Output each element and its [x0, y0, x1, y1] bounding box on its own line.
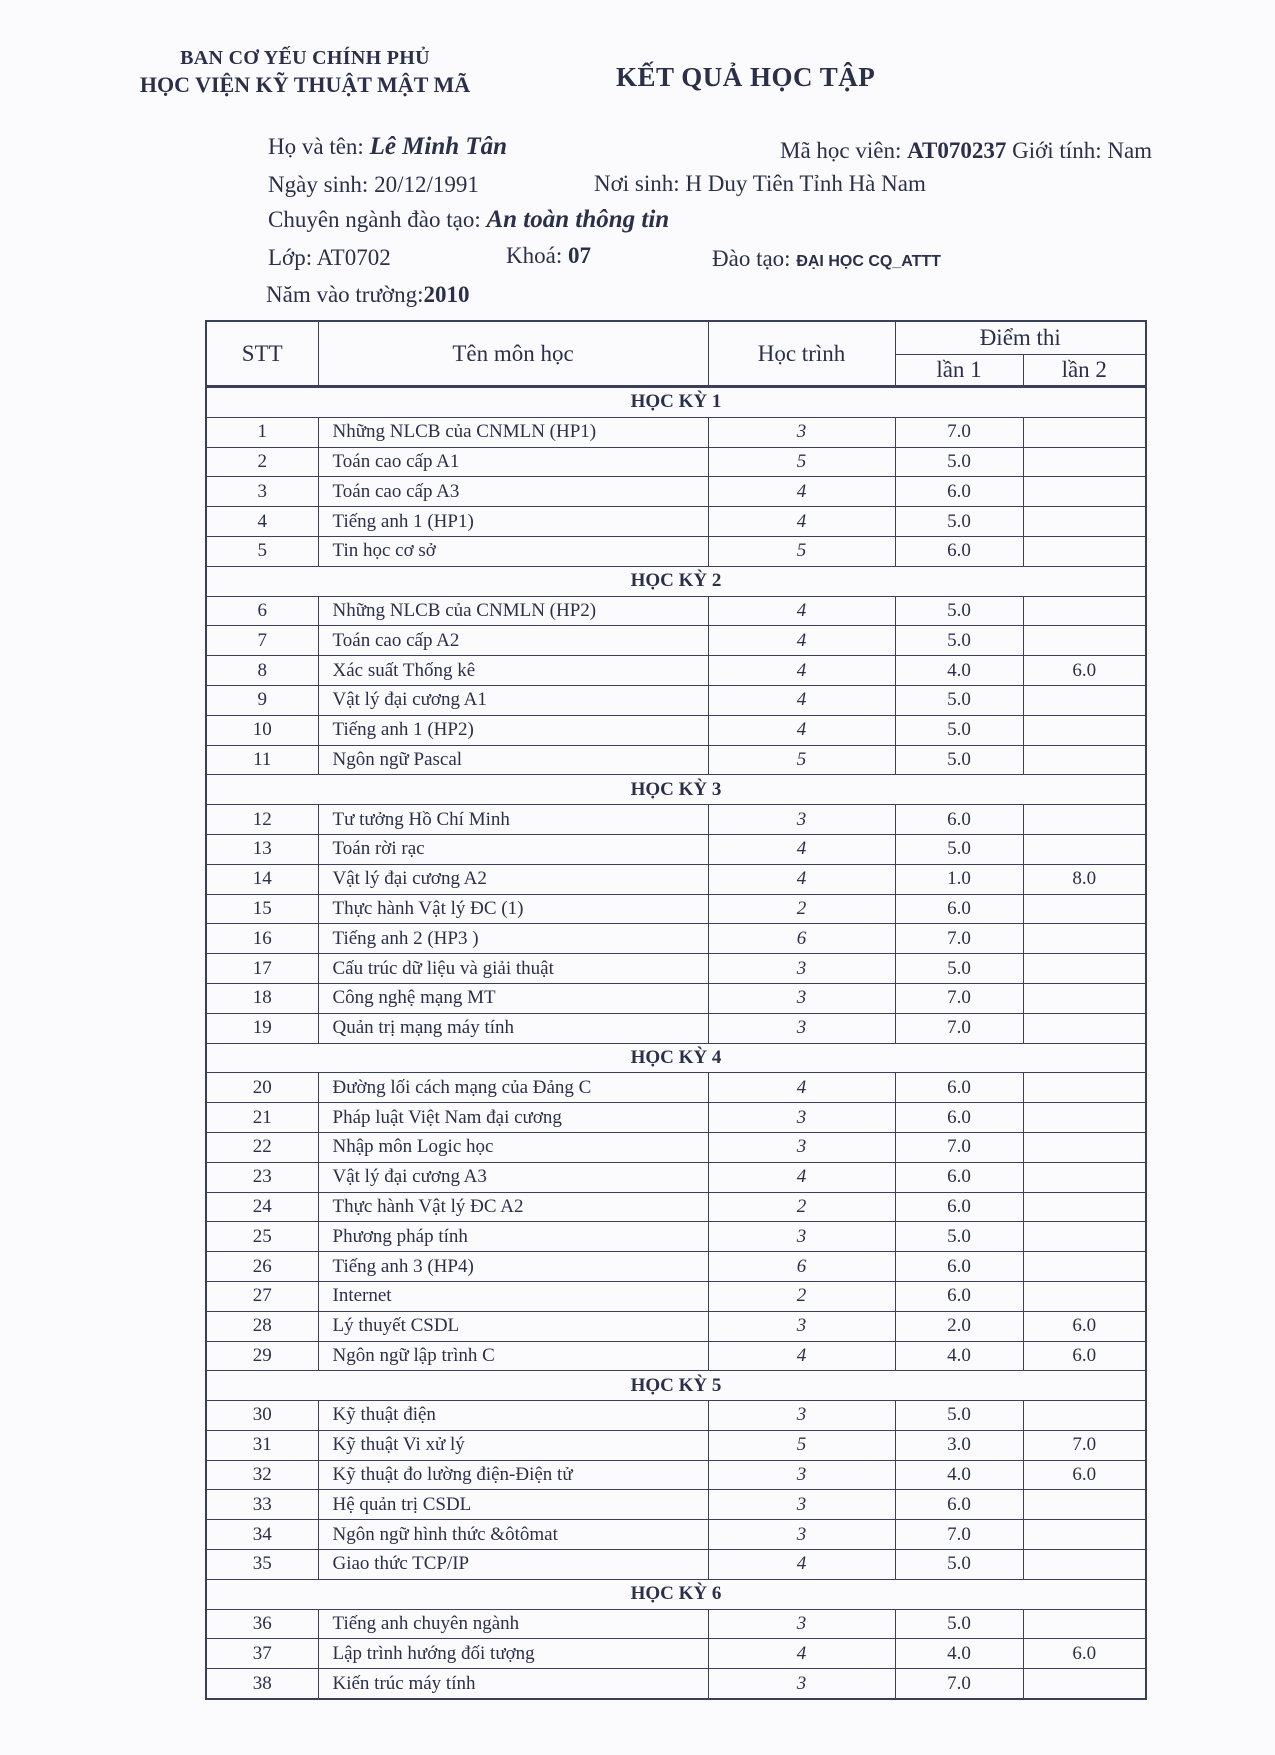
row-credits: 2 [708, 1192, 895, 1222]
row-subject: Những NLCB của CNMLN (HP2) [318, 596, 708, 626]
row-credits: 3 [708, 1103, 895, 1133]
row-subject: Tiếng anh 2 (HP3 ) [318, 924, 708, 954]
organization-header [105, 47, 505, 98]
row-score-2 [1023, 1013, 1146, 1043]
row-subject: Đường lối cách mạng của Đảng C [318, 1073, 708, 1103]
row-score-1: 4.0 [895, 656, 1023, 686]
score-header: Điểm thi [895, 321, 1146, 355]
student-dob: 20/12/1991 [374, 172, 479, 197]
row-score-1: 2.0 [895, 1311, 1023, 1341]
row-stt: 5 [206, 536, 318, 566]
row-score-2 [1023, 477, 1146, 507]
row-score-2 [1023, 507, 1146, 537]
table-row [206, 805, 1146, 835]
row-credits: 2 [708, 894, 895, 924]
table-row [206, 864, 1146, 894]
table-row [206, 477, 1146, 507]
row-score-2 [1023, 894, 1146, 924]
row-subject: Công nghệ mạng MT [318, 983, 708, 1013]
student-pob: H Duy Tiên Tỉnh Hà Nam [685, 171, 926, 196]
row-score-2 [1023, 1490, 1146, 1520]
entry-year-line [266, 282, 470, 308]
row-stt: 20 [206, 1073, 318, 1103]
student-name: Lê Minh Tân [369, 133, 508, 160]
row-credits: 3 [708, 1490, 895, 1520]
table-row [206, 1311, 1146, 1341]
row-score-2: 6.0 [1023, 1460, 1146, 1490]
row-score-2: 8.0 [1023, 864, 1146, 894]
row-subject: Tiếng anh 1 (HP1) [318, 507, 708, 537]
row-score-1: 6.0 [895, 1281, 1023, 1311]
row-credits: 4 [708, 834, 895, 864]
semester-title: HỌC KỲ 6 [206, 1579, 1146, 1609]
row-subject: Lý thuyết CSDL [318, 1311, 708, 1341]
table-row [206, 954, 1146, 984]
row-score-1: 6.0 [895, 894, 1023, 924]
semester-title: HỌC KỲ 3 [206, 775, 1146, 805]
row-score-1: 4.0 [895, 1639, 1023, 1669]
row-credits: 4 [708, 715, 895, 745]
row-credits: 3 [708, 954, 895, 984]
row-score-2 [1023, 417, 1146, 447]
row-score-2 [1023, 1252, 1146, 1282]
row-credits: 3 [708, 1401, 895, 1431]
row-stt: 23 [206, 1162, 318, 1192]
row-credits: 5 [708, 1430, 895, 1460]
row-subject: Nhập môn Logic học [318, 1132, 708, 1162]
row-credits: 6 [708, 1252, 895, 1282]
row-subject: Tiếng anh 1 (HP2) [318, 715, 708, 745]
student-major: An toàn thông tin [486, 206, 670, 233]
class-line [268, 245, 391, 271]
row-subject: Tiếng anh chuyên ngành [318, 1609, 708, 1639]
row-subject: Lập trình hướng đối tượng [318, 1639, 708, 1669]
semester-heading-row [206, 566, 1146, 596]
semester-title: HỌC KỲ 4 [206, 1043, 1146, 1073]
row-score-2 [1023, 1401, 1146, 1431]
row-score-1: 6.0 [895, 1192, 1023, 1222]
row-credits: 3 [708, 805, 895, 835]
row-subject: Toán rời rạc [318, 834, 708, 864]
row-score-2 [1023, 1281, 1146, 1311]
row-credits: 3 [708, 417, 895, 447]
row-subject: Cấu trúc dữ liệu và giải thuật [318, 954, 708, 984]
row-stt: 24 [206, 1192, 318, 1222]
grades-table-body [206, 387, 1146, 1700]
row-stt: 38 [206, 1669, 318, 1699]
row-stt: 16 [206, 924, 318, 954]
row-stt: 14 [206, 864, 318, 894]
row-stt: 1 [206, 417, 318, 447]
semester-heading-row [206, 1579, 1146, 1609]
row-score-1: 5.0 [895, 1222, 1023, 1252]
row-score-1: 6.0 [895, 1162, 1023, 1192]
row-score-2 [1023, 1132, 1146, 1162]
row-credits: 4 [708, 1162, 895, 1192]
row-score-1: 6.0 [895, 1073, 1023, 1103]
row-credits: 3 [708, 1132, 895, 1162]
row-credits: 4 [708, 626, 895, 656]
row-subject: Hệ quản trị CSDL [318, 1490, 708, 1520]
table-row [206, 745, 1146, 775]
row-subject: Ngôn ngữ Pascal [318, 745, 708, 775]
row-score-1: 6.0 [895, 805, 1023, 835]
attempt2-header: lần 2 [1023, 355, 1146, 387]
table-row [206, 1013, 1146, 1043]
row-credits: 3 [708, 983, 895, 1013]
row-score-1: 5.0 [895, 507, 1023, 537]
document-title: KẾT QUẢ HỌC TẬP [616, 62, 876, 92]
row-score-2 [1023, 1073, 1146, 1103]
row-score-1: 5.0 [895, 715, 1023, 745]
class-label: Lớp: [268, 245, 313, 270]
semester-heading-row [206, 1371, 1146, 1401]
student-id-line [780, 138, 1152, 164]
table-row [206, 1520, 1146, 1550]
row-stt: 4 [206, 507, 318, 537]
semester-title: HỌC KỲ 1 [206, 387, 1146, 418]
row-score-1: 7.0 [895, 1132, 1023, 1162]
program-line [712, 246, 941, 272]
row-score-1: 7.0 [895, 1013, 1023, 1043]
row-subject: Vật lý đại cương A1 [318, 685, 708, 715]
row-score-2 [1023, 805, 1146, 835]
row-score-2 [1023, 626, 1146, 656]
credits-header: Học trình [708, 321, 895, 387]
row-score-1: 7.0 [895, 1669, 1023, 1699]
row-credits: 5 [708, 536, 895, 566]
gender-label: Giới tính: [1012, 138, 1102, 163]
row-credits: 4 [708, 864, 895, 894]
row-credits: 4 [708, 477, 895, 507]
table-row [206, 507, 1146, 537]
row-score-2 [1023, 924, 1146, 954]
row-stt: 28 [206, 1311, 318, 1341]
row-score-1: 3.0 [895, 1430, 1023, 1460]
row-stt: 8 [206, 656, 318, 686]
row-credits: 4 [708, 507, 895, 537]
row-score-2 [1023, 1103, 1146, 1133]
table-row [206, 1669, 1146, 1699]
entry-label: Năm vào trường: [266, 282, 424, 307]
row-stt: 22 [206, 1132, 318, 1162]
dob-label: Ngày sinh: [268, 172, 369, 197]
table-row [206, 626, 1146, 656]
student-cohort: 07 [567, 243, 591, 268]
row-subject: Kỹ thuật Vi xử lý [318, 1430, 708, 1460]
row-stt: 25 [206, 1222, 318, 1252]
attempt1-header: lần 1 [895, 355, 1023, 387]
row-subject: Vật lý đại cương A2 [318, 864, 708, 894]
row-subject: Thực hành Vật lý ĐC A2 [318, 1192, 708, 1222]
subject-header: Tên môn học [318, 321, 708, 387]
row-credits: 4 [708, 1073, 895, 1103]
cohort-line [506, 243, 591, 269]
table-row [206, 1550, 1146, 1580]
row-stt: 7 [206, 626, 318, 656]
table-row [206, 417, 1146, 447]
row-stt: 15 [206, 894, 318, 924]
row-stt: 11 [206, 745, 318, 775]
row-score-2 [1023, 447, 1146, 477]
row-score-2 [1023, 983, 1146, 1013]
row-score-1: 5.0 [895, 1550, 1023, 1580]
row-score-2 [1023, 1669, 1146, 1699]
row-score-2: 7.0 [1023, 1430, 1146, 1460]
row-stt: 29 [206, 1341, 318, 1371]
student-class: AT0702 [316, 245, 391, 270]
table-row [206, 983, 1146, 1013]
row-stt: 33 [206, 1490, 318, 1520]
row-score-1: 7.0 [895, 1520, 1023, 1550]
row-score-1: 5.0 [895, 834, 1023, 864]
row-score-1: 6.0 [895, 536, 1023, 566]
row-credits: 5 [708, 745, 895, 775]
row-stt: 12 [206, 805, 318, 835]
row-score-1: 5.0 [895, 447, 1023, 477]
row-score-2 [1023, 536, 1146, 566]
row-credits: 5 [708, 447, 895, 477]
row-score-2: 6.0 [1023, 1311, 1146, 1341]
row-score-2 [1023, 834, 1146, 864]
semester-heading-row [206, 387, 1146, 418]
row-subject: Ngôn ngữ lập trình C [318, 1341, 708, 1371]
table-row [206, 685, 1146, 715]
entry-year: 2010 [423, 282, 470, 307]
row-score-1: 7.0 [895, 417, 1023, 447]
row-subject: Tư tưởng Hồ Chí Minh [318, 805, 708, 835]
row-score-1: 5.0 [895, 954, 1023, 984]
row-subject: Những NLCB của CNMLN (HP1) [318, 417, 708, 447]
row-score-2 [1023, 1222, 1146, 1252]
row-credits: 2 [708, 1281, 895, 1311]
student-name-line [268, 133, 507, 161]
row-stt: 2 [206, 447, 318, 477]
table-row [206, 1341, 1146, 1371]
row-stt: 34 [206, 1520, 318, 1550]
row-subject: Phương pháp tính [318, 1222, 708, 1252]
row-score-2 [1023, 1162, 1146, 1192]
row-credits: 3 [708, 1520, 895, 1550]
row-score-1: 6.0 [895, 477, 1023, 507]
row-stt: 37 [206, 1639, 318, 1669]
row-stt: 17 [206, 954, 318, 984]
row-stt: 27 [206, 1281, 318, 1311]
table-row [206, 1252, 1146, 1282]
row-score-1: 5.0 [895, 745, 1023, 775]
table-row [206, 1609, 1146, 1639]
row-score-2: 6.0 [1023, 1639, 1146, 1669]
table-row [206, 1222, 1146, 1252]
row-subject: Giao thức TCP/IP [318, 1550, 708, 1580]
table-row [206, 536, 1146, 566]
row-stt: 3 [206, 477, 318, 507]
row-stt: 31 [206, 1430, 318, 1460]
row-score-2: 6.0 [1023, 1341, 1146, 1371]
row-subject: Kiến trúc máy tính [318, 1669, 708, 1699]
table-row [206, 924, 1146, 954]
table-row [206, 1460, 1146, 1490]
table-row [206, 1430, 1146, 1460]
table-row [206, 1103, 1146, 1133]
row-credits: 4 [708, 685, 895, 715]
semester-title: HỌC KỲ 2 [206, 566, 1146, 596]
row-subject: Quản trị mạng máy tính [318, 1013, 708, 1043]
row-credits: 3 [708, 1222, 895, 1252]
table-row [206, 1639, 1146, 1669]
row-score-2 [1023, 1550, 1146, 1580]
row-subject: Vật lý đại cương A3 [318, 1162, 708, 1192]
row-score-2 [1023, 1192, 1146, 1222]
table-row [206, 656, 1146, 686]
row-stt: 30 [206, 1401, 318, 1431]
table-row [206, 1162, 1146, 1192]
row-stt: 21 [206, 1103, 318, 1133]
row-score-2 [1023, 596, 1146, 626]
row-subject: Kỹ thuật điện [318, 1401, 708, 1431]
row-subject: Kỹ thuật đo lường điện-Điện tử [318, 1460, 708, 1490]
row-subject: Internet [318, 1281, 708, 1311]
table-row [206, 894, 1146, 924]
row-credits: 3 [708, 1460, 895, 1490]
student-gender: Nam [1107, 138, 1153, 163]
row-score-1: 7.0 [895, 983, 1023, 1013]
row-score-1: 5.0 [895, 685, 1023, 715]
row-score-1: 5.0 [895, 1401, 1023, 1431]
row-stt: 26 [206, 1252, 318, 1282]
row-score-1: 7.0 [895, 924, 1023, 954]
table-row [206, 1401, 1146, 1431]
row-credits: 3 [708, 1669, 895, 1699]
row-stt: 13 [206, 834, 318, 864]
pob-label: Nơi sinh: [594, 171, 680, 196]
table-row [206, 1490, 1146, 1520]
row-score-1: 1.0 [895, 864, 1023, 894]
row-subject: Tiếng anh 3 (HP4) [318, 1252, 708, 1282]
id-label: Mã học viên: [780, 138, 902, 163]
row-score-2: 6.0 [1023, 656, 1146, 686]
row-stt: 19 [206, 1013, 318, 1043]
row-credits: 4 [708, 1341, 895, 1371]
row-stt: 36 [206, 1609, 318, 1639]
major-label: Chuyên ngành đào tạo: [268, 207, 481, 232]
stt-header: STT [206, 321, 318, 387]
table-row [206, 596, 1146, 626]
row-score-2 [1023, 954, 1146, 984]
row-score-1: 6.0 [895, 1490, 1023, 1520]
table-row [206, 715, 1146, 745]
row-score-1: 5.0 [895, 1609, 1023, 1639]
row-score-1: 5.0 [895, 626, 1023, 656]
row-subject: Thực hành Vật lý ĐC (1) [318, 894, 708, 924]
row-credits: 3 [708, 1311, 895, 1341]
row-subject: Toán cao cấp A3 [318, 477, 708, 507]
table-row [206, 447, 1146, 477]
cohort-label: Khoá: [506, 243, 563, 268]
row-credits: 4 [708, 596, 895, 626]
row-stt: 6 [206, 596, 318, 626]
row-score-2 [1023, 1609, 1146, 1639]
semester-title: HỌC KỲ 5 [206, 1371, 1146, 1401]
semester-heading-row [206, 775, 1146, 805]
row-score-2 [1023, 1520, 1146, 1550]
row-score-2 [1023, 685, 1146, 715]
row-score-1: 4.0 [895, 1460, 1023, 1490]
row-score-2 [1023, 715, 1146, 745]
org-line-1: BAN CƠ YẾU CHÍNH PHỦ [180, 47, 430, 69]
row-subject: Toán cao cấp A1 [318, 447, 708, 477]
semester-heading-row [206, 1043, 1146, 1073]
row-stt: 18 [206, 983, 318, 1013]
row-credits: 3 [708, 1013, 895, 1043]
major-line [268, 206, 669, 234]
row-credits: 3 [708, 1609, 895, 1639]
row-score-1: 6.0 [895, 1103, 1023, 1133]
row-subject: Tin học cơ sở [318, 536, 708, 566]
row-stt: 35 [206, 1550, 318, 1580]
row-score-1: 4.0 [895, 1341, 1023, 1371]
row-score-2 [1023, 745, 1146, 775]
table-row [206, 1132, 1146, 1162]
row-stt: 10 [206, 715, 318, 745]
row-credits: 4 [708, 1639, 895, 1669]
row-score-1: 6.0 [895, 1252, 1023, 1282]
grades-table [205, 320, 1147, 1700]
row-stt: 9 [206, 685, 318, 715]
row-credits: 4 [708, 1550, 895, 1580]
table-row [206, 1073, 1146, 1103]
org-line-2: HỌC VIỆN KỸ THUẬT MẬT MÃ [139, 72, 471, 97]
student-id: AT070237 [907, 138, 1007, 163]
row-score-1: 5.0 [895, 596, 1023, 626]
row-subject: Ngôn ngữ hình thức &ôtômat [318, 1520, 708, 1550]
row-credits: 4 [708, 656, 895, 686]
row-subject: Toán cao cấp A2 [318, 626, 708, 656]
row-subject: Xác suất Thống kê [318, 656, 708, 686]
table-row [206, 1192, 1146, 1222]
row-credits: 6 [708, 924, 895, 954]
table-row [206, 1281, 1146, 1311]
grades-table-header [206, 321, 1146, 387]
student-program: ĐẠI HỌC CQ_ATTT [796, 253, 941, 270]
row-stt: 32 [206, 1460, 318, 1490]
program-label: Đào tạo: [712, 246, 791, 271]
row-subject: Pháp luật Việt Nam đại cương [318, 1103, 708, 1133]
table-row [206, 834, 1146, 864]
pob-line [594, 171, 926, 197]
name-label: Họ và tên: [268, 134, 364, 159]
dob-line [268, 172, 479, 198]
